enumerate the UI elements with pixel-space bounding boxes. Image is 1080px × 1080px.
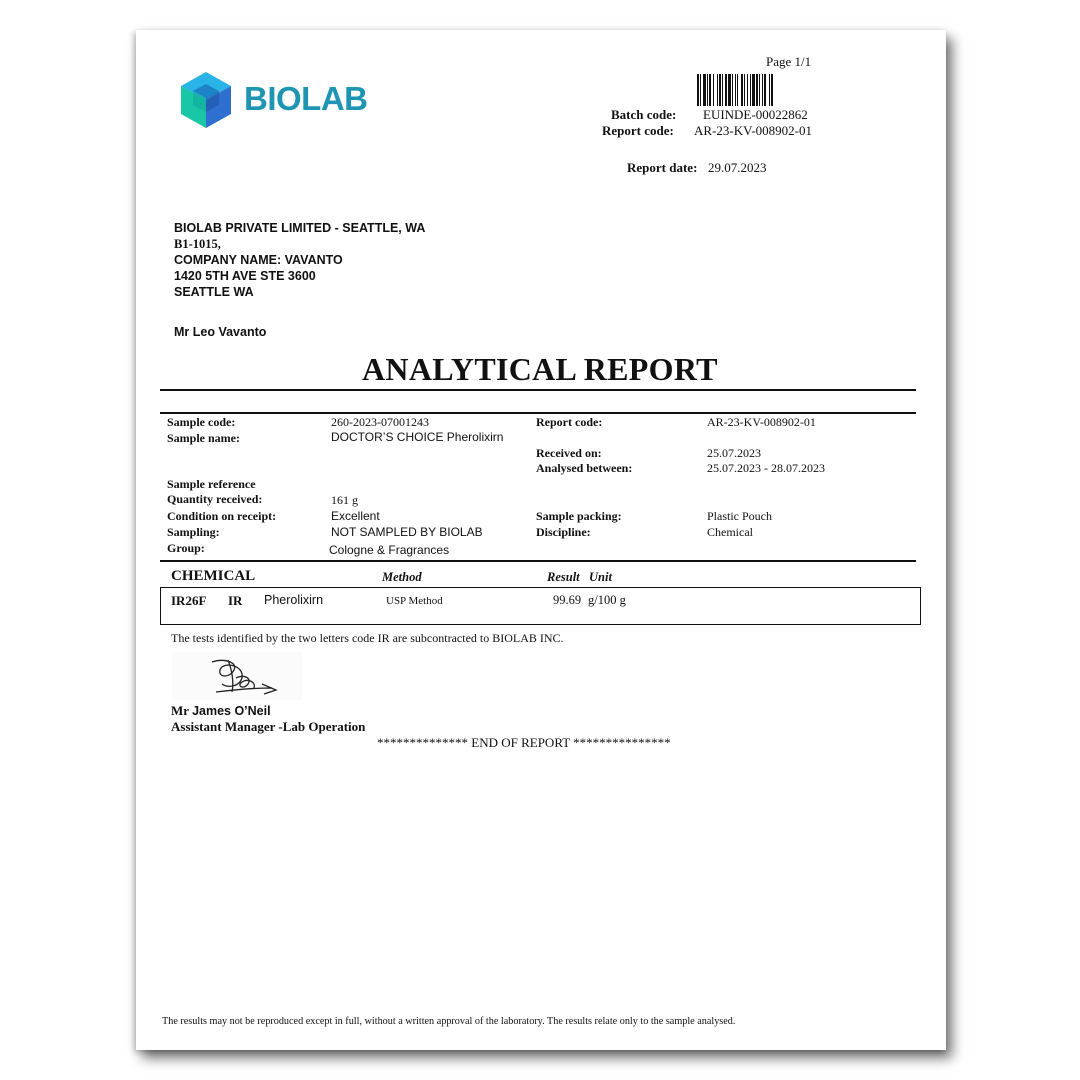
sample-code-value: 260-2023-07001243 bbox=[331, 415, 429, 429]
batch-code-value: EUINDE-00022862 bbox=[703, 107, 808, 122]
signatory-prefix: Mr bbox=[171, 703, 189, 718]
received-on-label: Received on: bbox=[536, 446, 602, 460]
end-of-report: ************** END OF REPORT *************** bbox=[377, 735, 671, 750]
test-method: USP Method bbox=[386, 595, 443, 607]
unit-header: Unit bbox=[589, 570, 612, 584]
address-line-5: SEATTLE WA bbox=[174, 285, 254, 299]
quantity-received-value: 161 g bbox=[331, 493, 358, 507]
group-value: Cologne & Fragrances bbox=[329, 543, 450, 557]
test-unit: g/100 g bbox=[588, 593, 626, 607]
sample-reference-label: Sample reference bbox=[167, 477, 256, 491]
footer-disclaimer: The results may not be reproduced except in full, without a written approval of the laboratory. The results relate only to the sample analysed. bbox=[162, 1016, 736, 1027]
report-date-label: Report date: bbox=[627, 160, 698, 175]
address-block bbox=[174, 220, 425, 300]
address-line-3: COMPANY NAME: VAVANTO bbox=[174, 253, 343, 267]
test-result: 99.69 bbox=[553, 593, 582, 607]
signatory-role: Assistant Manager -Lab Operation bbox=[171, 719, 366, 734]
method-header: Method bbox=[382, 570, 422, 584]
page-number: Page 1/1 bbox=[766, 54, 812, 69]
batch-code-label: Batch code: bbox=[611, 107, 677, 122]
sample-report-code-value: AR-23-KV-008902-01 bbox=[707, 415, 816, 429]
condition-label: Condition on receipt: bbox=[167, 509, 277, 523]
analysed-between-value: 25.07.2023 - 28.07.2023 bbox=[707, 461, 825, 475]
cube-icon bbox=[179, 70, 233, 130]
analysed-between-label: Analysed between: bbox=[536, 461, 633, 475]
barcode-icon bbox=[696, 74, 814, 106]
sample-name-label: Sample name: bbox=[167, 431, 240, 445]
report-date-value: 29.07.2023 bbox=[708, 160, 767, 175]
chemical-section-title: CHEMICAL bbox=[171, 568, 256, 584]
report-page bbox=[136, 30, 946, 1050]
sampling-value: NOT SAMPLED BY BIOLAB bbox=[331, 525, 483, 539]
result-header: Result bbox=[547, 570, 580, 584]
group-label: Group: bbox=[167, 541, 205, 555]
test-subcode: IR bbox=[228, 593, 243, 608]
logo-text: BIOLAB bbox=[244, 80, 368, 117]
condition-value: Excellent bbox=[331, 509, 380, 523]
discipline-label: Discipline: bbox=[536, 525, 591, 539]
sampling-label: Sampling: bbox=[167, 525, 220, 539]
report-title: ANALYTICAL REPORT bbox=[362, 351, 718, 387]
subcontract-note: The tests identified by the two letters code IR are subcontracted to BIOLAB INC. bbox=[171, 631, 564, 645]
title-rule bbox=[160, 389, 916, 391]
sample-packing-value: Plastic Pouch bbox=[707, 509, 772, 523]
report-code-value: AR-23-KV-008902-01 bbox=[694, 123, 812, 138]
sample-top-rule bbox=[160, 412, 916, 414]
sample-packing-label: Sample packing: bbox=[536, 509, 622, 523]
discipline-value: Chemical bbox=[707, 525, 753, 539]
address-line-1: BIOLAB PRIVATE LIMITED - SEATTLE, WA bbox=[174, 221, 426, 235]
sample-report-code-label: Report code: bbox=[536, 415, 603, 429]
test-name: Pherolixirn bbox=[264, 593, 324, 607]
report-code-label: Report code: bbox=[602, 123, 674, 138]
received-on-value: 25.07.2023 bbox=[707, 446, 761, 460]
signatory-fullname: James O’Neil bbox=[192, 704, 271, 718]
sample-name-value: DOCTOR’S CHOICE Pherolixirn bbox=[331, 430, 504, 444]
sample-bottom-rule bbox=[160, 560, 916, 562]
recipient-name: Mr Leo Vavanto bbox=[174, 325, 267, 339]
signatory-name bbox=[171, 703, 271, 719]
sample-code-label: Sample code: bbox=[167, 415, 236, 429]
quantity-received-label: Quantity received: bbox=[167, 492, 263, 506]
address-line-4: 1420 5TH AVE STE 3600 bbox=[174, 269, 316, 283]
address-line-2: B1-1015, bbox=[174, 237, 221, 251]
signature-image bbox=[172, 652, 302, 700]
test-code: IR26F bbox=[171, 593, 207, 608]
